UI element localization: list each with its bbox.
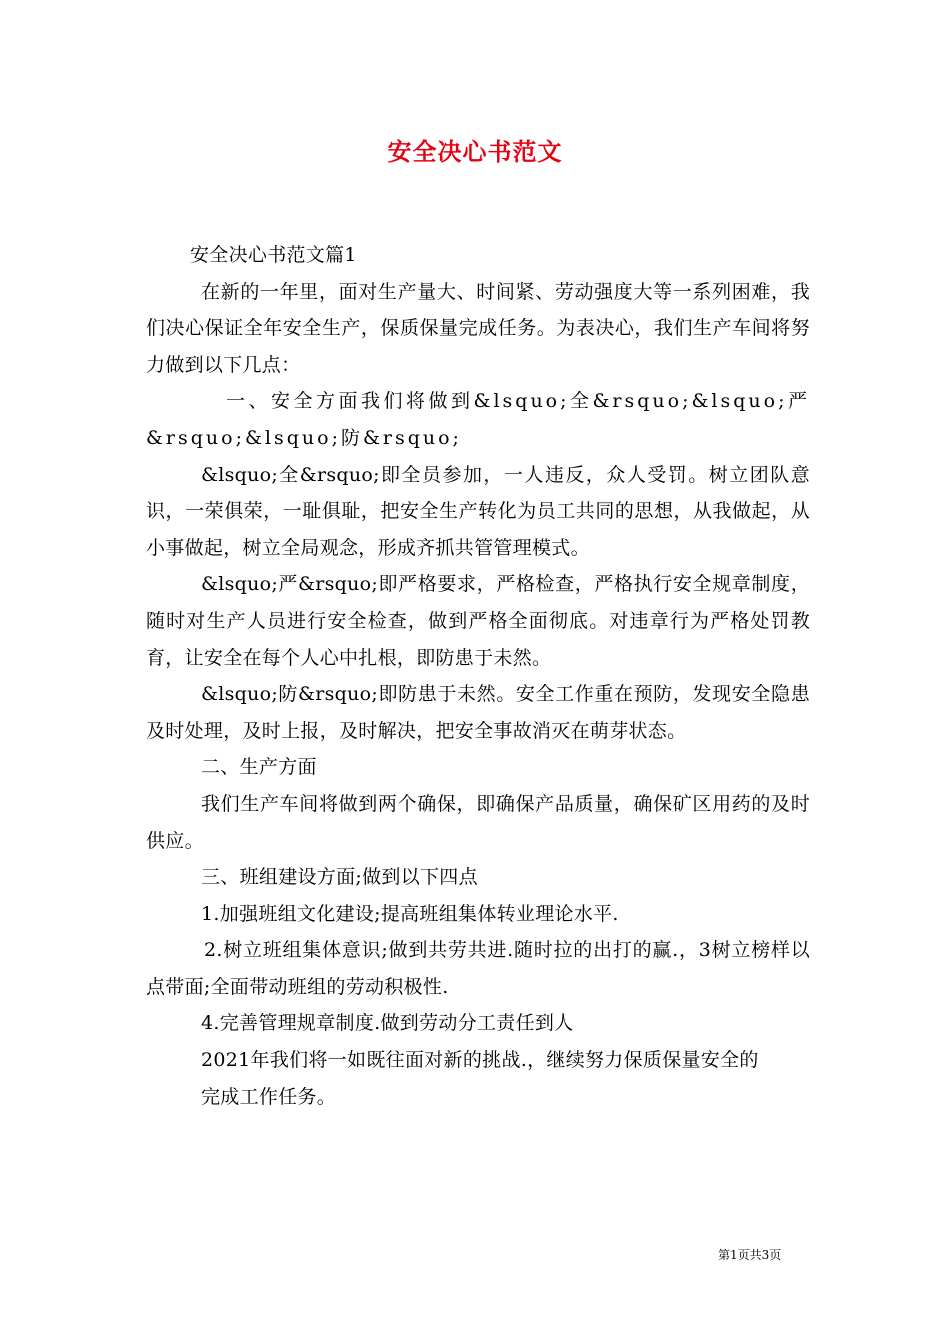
paragraph: &lsquo;全&rsquo;即全员参加，一人违反，众人受罚。树立团队意识，一荣俱荣，一耻俱耻，把安全生产转化为员工共同的思想，从我做起，从小事做起，树立全局观念，形成齐抓共管管理模式。 xyxy=(146,463,810,559)
list-item: 2.树立班组集体意识;做到共劳共进.随时拉的出打的赢.，3树立榜样以点带面;全面带动班组的劳动积极性. xyxy=(146,939,810,998)
list-item: 1.加强班组文化建设;提高班组集体转业理论水平. xyxy=(201,902,619,925)
document-title: 安全决心书范文 xyxy=(387,137,563,166)
paragraph: 完成工作任务。 xyxy=(201,1085,337,1108)
paragraph: 2021年我们将一如既往面对新的挑战.，继续努力保质保量安全的 xyxy=(201,1049,759,1072)
paragraph: &lsquo;严&rsquo;即严格要求，严格检查，严格执行安全规章制度，随时对生产人员进行安全检查，做到严格全面彻底。对违章行为严格处罚教育，让安全在每个人心中扎根，即防患于未然。 xyxy=(146,573,810,669)
document-body xyxy=(146,237,810,1115)
section-heading: 二、生产方面 xyxy=(201,756,317,779)
page-number: 第1页共3页 xyxy=(718,1248,782,1262)
paragraph: 在新的一年里，面对生产量大、时间紧、劳动强度大等一系列困难，我们决心保证全年安全生产，保质保量完成任务。为表决心，我们生产车间将努力做到以下几点： xyxy=(146,280,810,376)
paragraph: 一、安全方面我们将做到&lsquo;全&rsquo;&lsquo;严&rsquo;&lsquo;防&rsquo; xyxy=(146,390,810,449)
paragraph: 我们生产车间将做到两个确保，即确保产品质量，确保矿区用药的及时供应。 xyxy=(146,792,810,852)
section-heading: 安全决心书范文篇1 xyxy=(190,244,357,266)
list-item: 4.完善管理规章制度.做到劳动分工责任到人 xyxy=(201,1012,574,1035)
section-heading: 三、班组建设方面;做到以下四点 xyxy=(201,866,478,889)
paragraph: &lsquo;防&rsquo;即防患于未然。安全工作重在预防，发现安全隐患及时处理，及时上报，及时解决，把安全事故消灭在萌芽状态。 xyxy=(146,683,810,742)
